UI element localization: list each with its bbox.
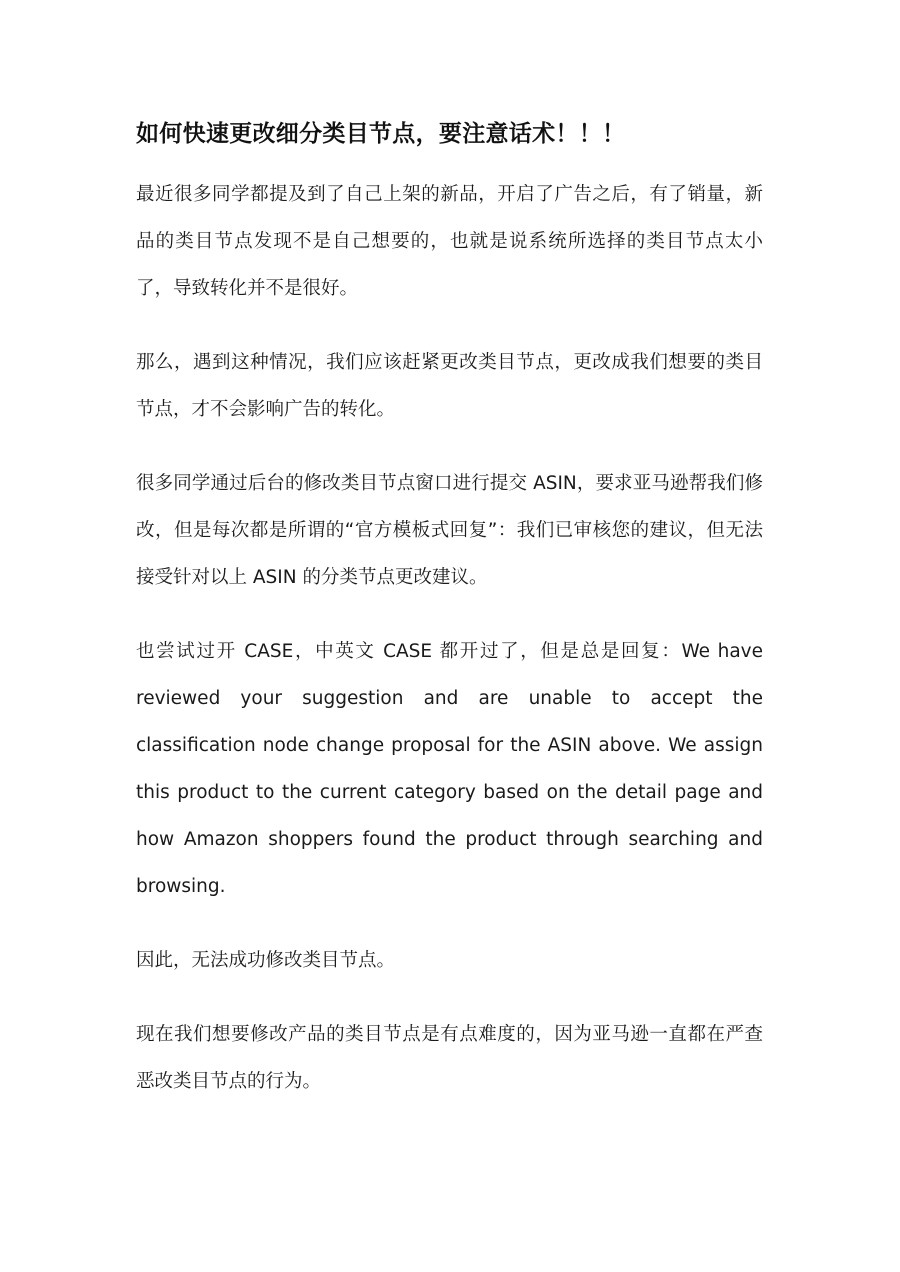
document-page bbox=[136, 108, 763, 1105]
document-title: 如何快速更改细分类目节点，要注意话术！！！ bbox=[136, 121, 626, 147]
paragraph: 很多同学通过后台的修改类目节点窗口进行提交 ASIN，要求亚马逊帮我们修改，但是每次都是所谓的“官方模板式回复”：我们已审核您的建议，但无法接受针对以上 ASIN 的分类节点更改建议。 bbox=[136, 473, 763, 588]
paragraph: 最近很多同学都提及到了自己上架的新品，开启了广告之后，有了销量，新品的类目节点发现不是自己想要的，也就是说系统所选择的类目节点太小了，导致转化并不是很好。 bbox=[136, 184, 763, 299]
paragraph: 也尝试过开 CASE，中英文 CASE 都开过了，但是总是回复：We have reviewed your suggestion and are unable to accept the classification node change proposal for the ASIN above. We assign this product to the current category based on the detail page and how Amazon shoppers found the product through searching and browsing. bbox=[136, 641, 763, 897]
paragraph: 因此，无法成功修改类目节点。 bbox=[136, 950, 396, 971]
paragraph: 现在我们想要修改产品的类目节点是有点难度的，因为亚马逊一直都在严查恶改类目节点的行为。 bbox=[136, 1024, 763, 1092]
paragraph: 那么，遇到这种情况，我们应该赶紧更改类目节点，更改成我们想要的类目节点，才不会影响广告的转化。 bbox=[136, 352, 763, 420]
